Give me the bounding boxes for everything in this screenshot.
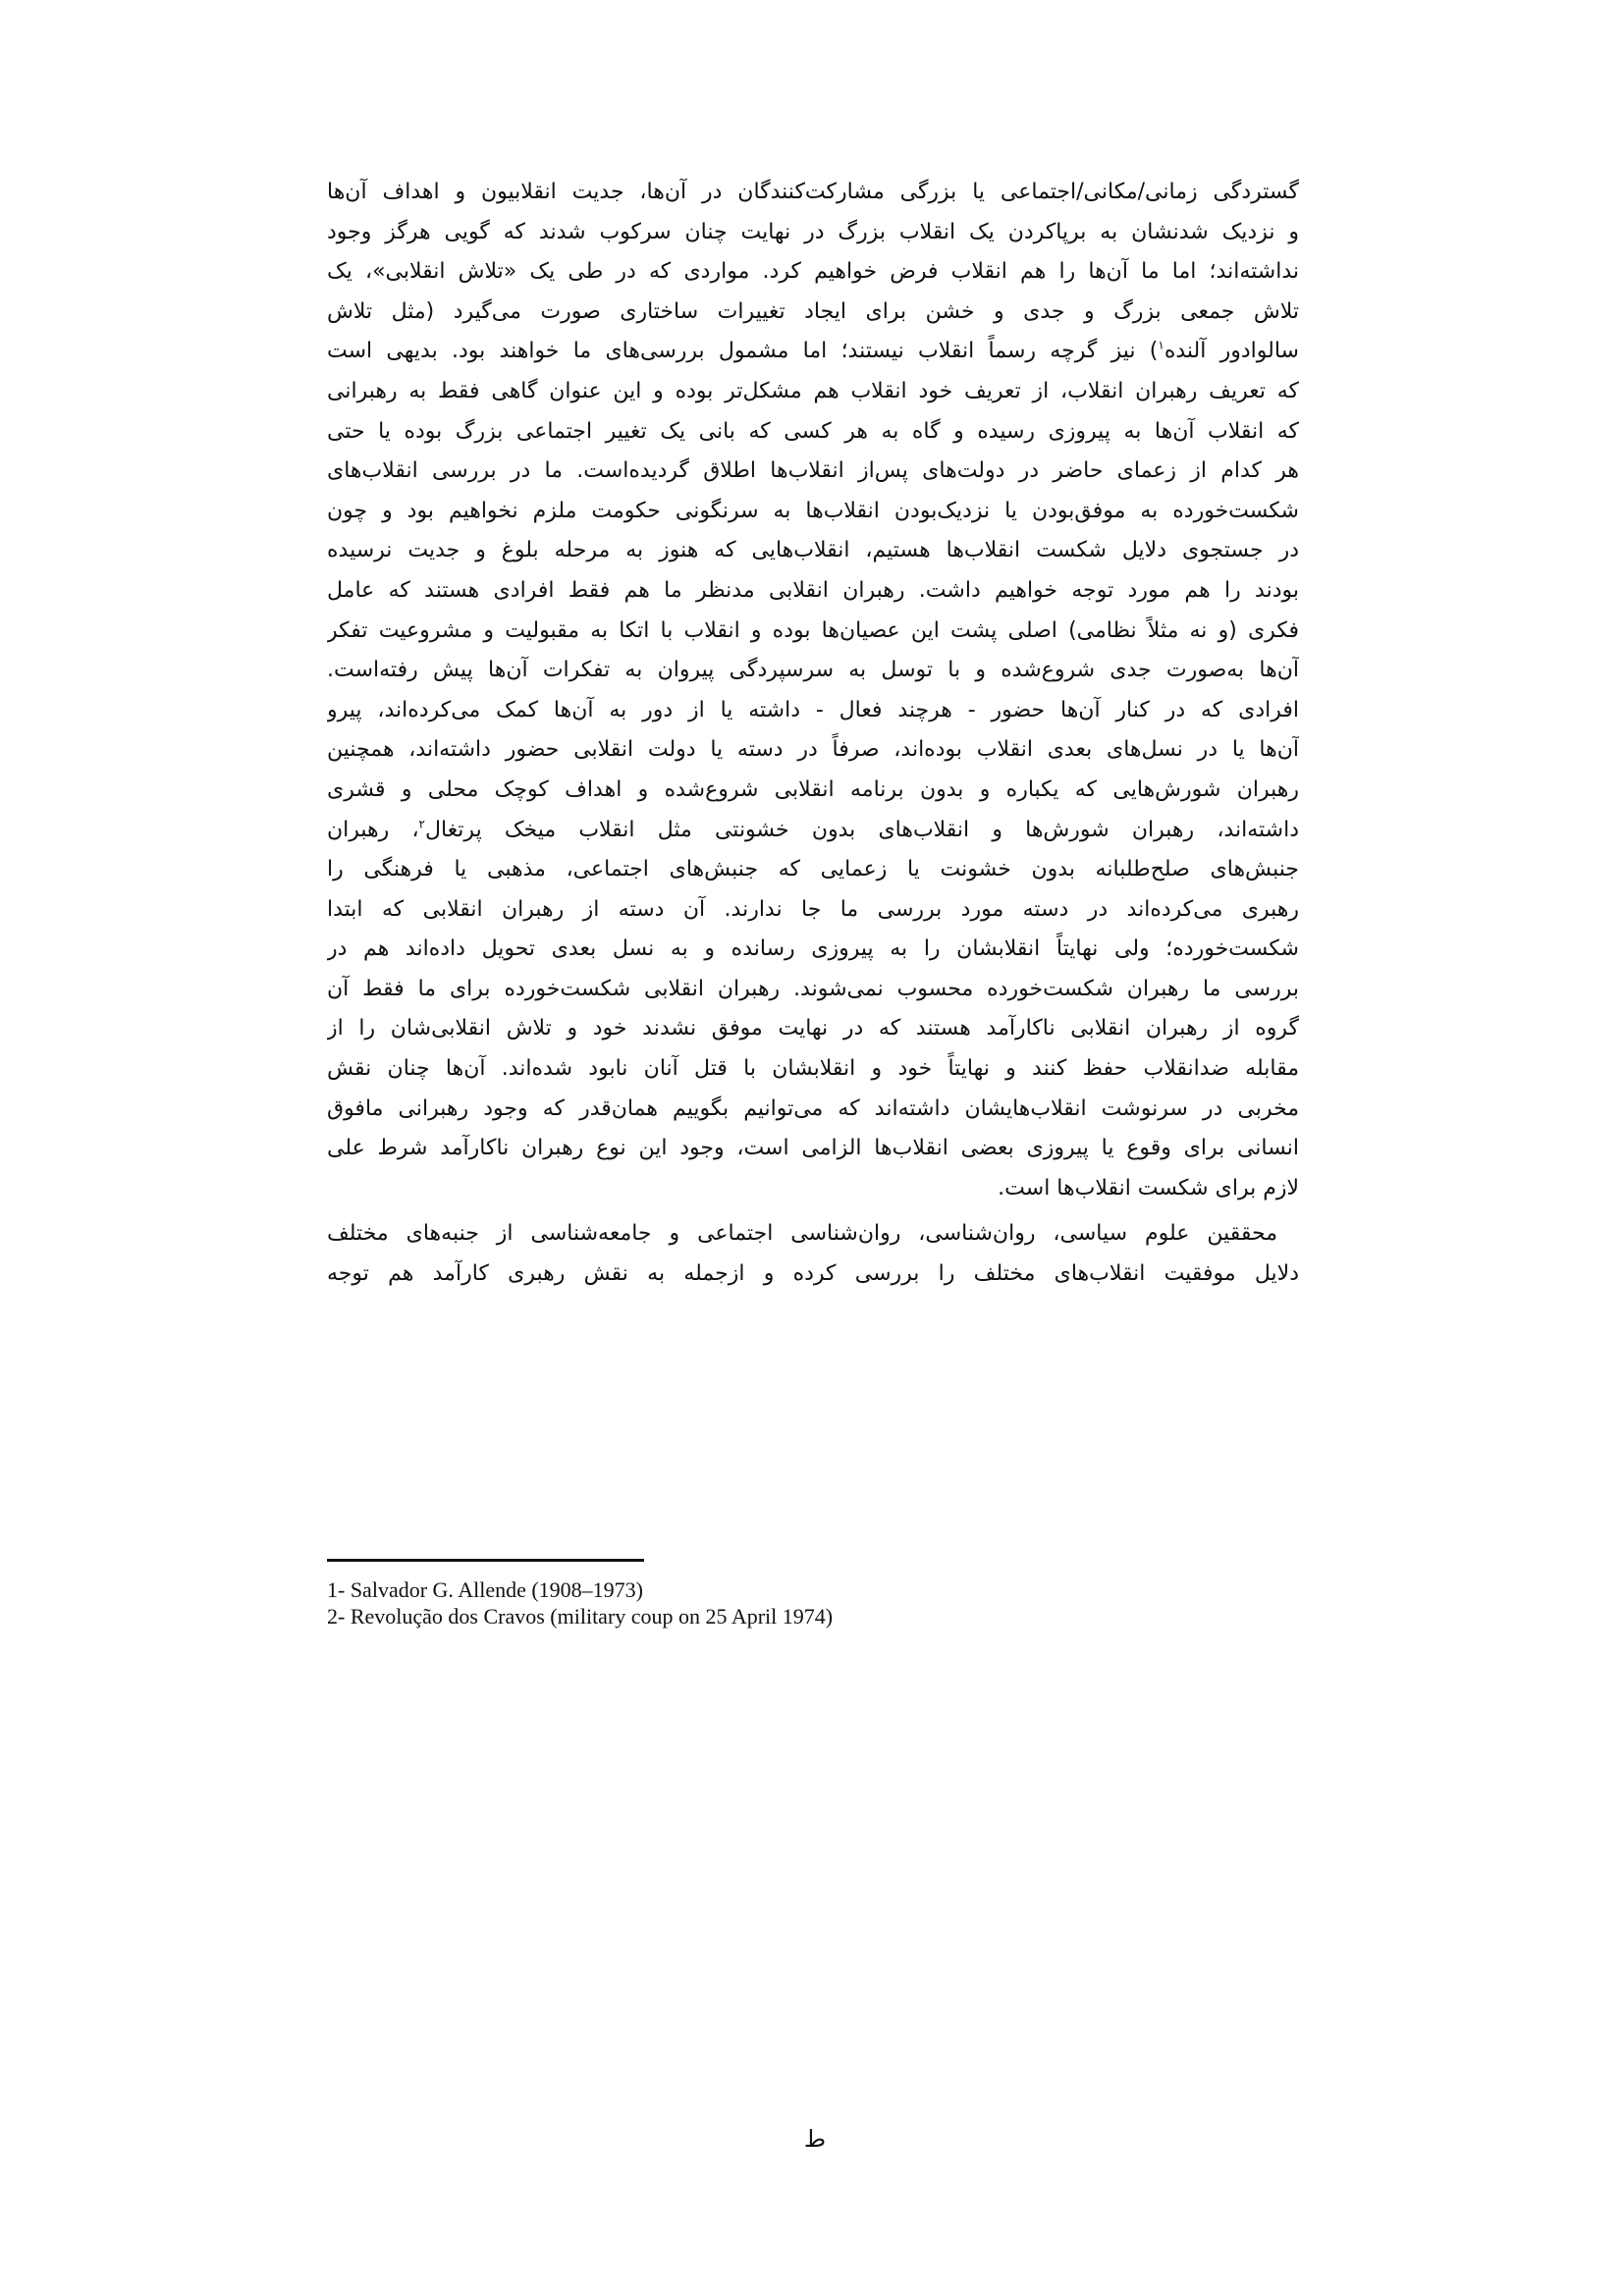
text-line: آن‌ها به‌صورت جدی شروع‌شده و با توسل به سرسپردگی پیروان به تفکرات آن‌ها پیش رفته‌است.: [327, 658, 1299, 683]
text-line: هر کدام از زعمای حاضر در دولت‌های پس‌از انقلاب‌ها اطلاق گردیده‌است. ما در بررسی انقلاب‌های: [327, 458, 1299, 484]
text-line: محققین علوم سیاسی، روان‌شناسی، روان‌شناسی اجتماعی و جامعه‌شناسی از جنبه‌های مختلف: [327, 1221, 1277, 1247]
text-line: جنبش‌های صلح‌طلبانه بدون خشونت یا زعمایی که جنبش‌های اجتماعی، مذهبی یا فرهنگی را: [327, 857, 1299, 882]
text-line: مخربی در سرنوشت انقلاب‌هایشان داشته‌اند که می‌توانیم بگوییم همان‌قدر که وجود رهبرانی مافوق: [327, 1095, 1299, 1121]
paragraph-1: [327, 173, 1299, 1208]
footnote-ref-1[interactable]: ۱: [1158, 339, 1164, 353]
text-line: شکست‌خورده؛ ولی نهایتاً انقلابشان را به پیروزی رسانده و به نسل بعدی تحویل داده‌اند هم در: [327, 936, 1299, 962]
page-number: ط: [803, 2125, 827, 2153]
text-line: گروه از رهبران انقلابی ناکارآمد هستند که در نهایت موفق نشدند خود و تلاش انقلابی‌شان را از: [327, 1016, 1299, 1041]
text-line: لازم برای شکست انقلاب‌ها است.: [998, 1175, 1299, 1201]
text-line: که تعریف رهبران انقلاب، از تعریف خود انقلاب هم مشکل‌تر بوده و این عنوان گاهی فقط به رهبرانی: [327, 378, 1299, 403]
text-line: انسانی برای وقوع یا پیروزی بعضی انقلاب‌ها الزامی است، وجود این نوع رهبران ناکارآمد شرط علی: [327, 1136, 1299, 1161]
text-segment: ) نیز گرچه رسماً انقلاب نیستند؛ اما مشمول بررسی‌های ما خواهند بود. بدیهی است: [327, 339, 1159, 364]
text-segment: داشته‌اند، رهبران شورش‌ها و انقلاب‌های بدون خشونتی مثل انقلاب میخک پرتغال: [425, 817, 1299, 842]
text-line: و نزدیک شدنشان به برپاکردن یک انقلاب بزرگ در نهایت چنان سرکوب شدند که گویی هرگز وجود: [327, 219, 1299, 244]
text-line: در جستجوی دلایل شکست انقلاب‌ها هستیم، انقلاب‌هایی که هنوز به مرحله بلوغ و جدیت نرسیده: [327, 538, 1299, 563]
text-line: بودند را هم مورد توجه خواهیم داشت. رهبران انقلابی مدنظر ما هم فقط افرادی هستند که عامل: [327, 577, 1299, 603]
text-line: آن‌ها یا در نسل‌های بعدی انقلاب بوده‌اند، صرفاً در دسته یا دولت انقلابی حضور داشته‌اند، همچنین: [327, 737, 1299, 763]
text-line: بررسی ما رهبران شکست‌خورده محسوب نمی‌شوند. رهبران انقلابی شکست‌خورده برای ما فقط آن: [327, 976, 1299, 1001]
paragraph-2: [327, 1214, 1299, 1294]
footnotes: [327, 1576, 833, 1629]
text-line: شکست‌خورده به موفق‌بودن یا نزدیک‌بودن انقلاب‌ها به سرنگونی حکومت ملزم نخواهیم بود و چون: [327, 498, 1299, 523]
text-line: گستردگی زمانی/مکانی/اجتماعی یا بزرگی مشارکت‌کنندگان در آن‌ها، جدیت انقلابیون و اهداف آن‌ها: [327, 180, 1299, 204]
text-line: که انقلاب آن‌ها به پیروزی رسیده و گاه به هر کسی که بانی یک تغییر اجتماعی بزرگ بوده یا حتی: [327, 418, 1299, 444]
footnote-separator: [327, 1559, 644, 1562]
text-segment: سالوادور آلنده: [1164, 339, 1299, 364]
text-line: رهبری می‌کرده‌اند در دسته مورد بررسی ما جا ندارند. آن دسته از رهبران انقلابی که ابتدا: [327, 896, 1299, 922]
text-line: نداشته‌اند؛ اما ما آن‌ها را هم انقلاب فرض خواهیم کرد. مواردی که در طی یک «تلاش انقلابی»، یک: [327, 259, 1299, 285]
text-line: افرادی که در کنار آن‌ها حضور - هرچند فعال - داشته یا از دور به آن‌ها کمک می‌کرده‌اند، پیرو: [327, 697, 1299, 722]
text-line: مقابله ضدانقلاب حفظ کنند و نهایتاً خود و انقلابشان با قتل آنان نابود شده‌اند. آن‌ها چنان نقش: [327, 1056, 1299, 1082]
body-text: [327, 173, 1299, 1295]
text-line: دلایل موفقیت انقلاب‌های مختلف را بررسی کرده و ازجمله به نقش رهبری کارآمد هم توجه: [327, 1261, 1299, 1287]
text-line-with-footnote: [327, 332, 1299, 372]
text-line: فکری (و نه مثلاً نظامی) اصلی پشت این عصیان‌ها بوده و انقلاب با اتکا به مقبولیت و مشروعیت تفکر: [327, 617, 1299, 643]
text-line: تلاش جمعی بزرگ و جدی و خشن برای ایجاد تغییرات ساختاری صورت می‌گیرد (مثل تلاش: [327, 298, 1299, 324]
footnote-ref-2[interactable]: ۲: [418, 817, 425, 831]
footnote-1: 1- Salvador G. Allende (1908–1973): [327, 1577, 643, 1602]
footnote-2: 2- Revolução dos Cravos (military coup on 25 April 1974): [327, 1604, 834, 1629]
text-segment: ، رهبران: [327, 817, 419, 842]
text-line-with-footnote: [327, 811, 1299, 851]
text-line: رهبران شورش‌هایی که یکباره و بدون برنامه انقلابی شروع‌شده و اهداف کوچک محلی و قشری: [327, 776, 1299, 802]
